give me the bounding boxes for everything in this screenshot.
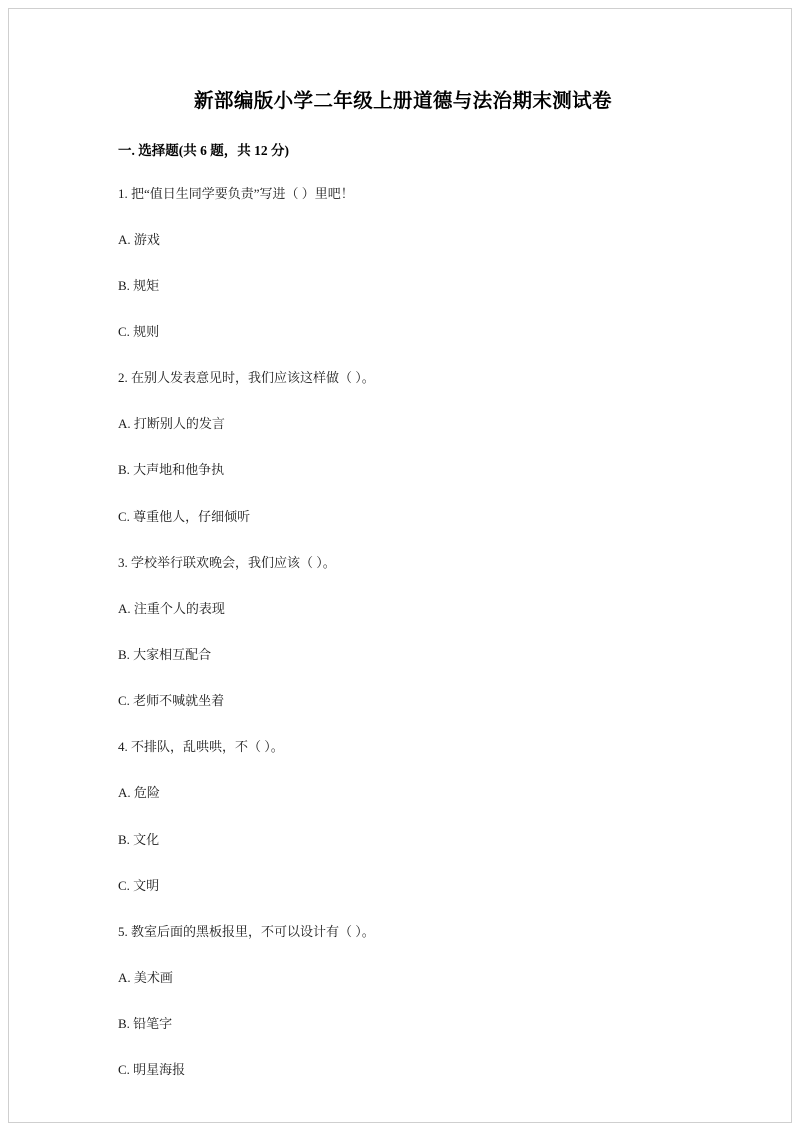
question-stem: 2. 在别人发表意见时，我们应该这样做（ ）。: [118, 370, 375, 386]
question-option: C. 明星海报: [118, 1062, 186, 1078]
question-option: B. 大家相互配合: [118, 646, 212, 662]
question-option: B. 大声地和他争执: [118, 462, 225, 478]
question-option: C. 老师不喊就坐着: [118, 693, 225, 709]
question-option: C. 文明: [118, 877, 160, 893]
question-option: B. 文化: [118, 831, 160, 847]
question-option: A. 注重个人的表现: [118, 600, 225, 616]
question-option: A. 危险: [118, 785, 160, 801]
question-option: B. 规矩: [118, 277, 160, 293]
question-block: [118, 737, 688, 896]
question-stem: 3. 学校举行联欢晚会，我们应该（ ）。: [118, 554, 336, 570]
page-title: 新部编版小学二年级上册道德与法治期末测试卷: [194, 91, 612, 112]
document-content: [118, 88, 688, 1080]
question-option: A. 美术画: [118, 969, 173, 985]
question-block: [118, 368, 688, 527]
question-option: A. 打断别人的发言: [118, 416, 225, 432]
question-option: B. 铅笔字: [118, 1016, 173, 1032]
question-block: [118, 184, 688, 343]
question-stem: 1. 把“值日生同学要负责”写进（ ）里吧！: [118, 185, 354, 201]
question-block: [118, 922, 688, 1081]
question-block: [118, 553, 688, 712]
question-stem: 4. 不排队，乱哄哄，不（ ）。: [118, 739, 284, 755]
question-option: C. 规则: [118, 323, 160, 339]
question-option: C. 尊重他人，仔细倾听: [118, 508, 251, 524]
question-stem: 5. 教室后面的黑板报里，不可以设计有（ ）。: [118, 923, 375, 939]
question-option: A. 游戏: [118, 231, 160, 247]
section-heading: 一. 选择题(共 6 题，共 12 分): [118, 143, 289, 159]
